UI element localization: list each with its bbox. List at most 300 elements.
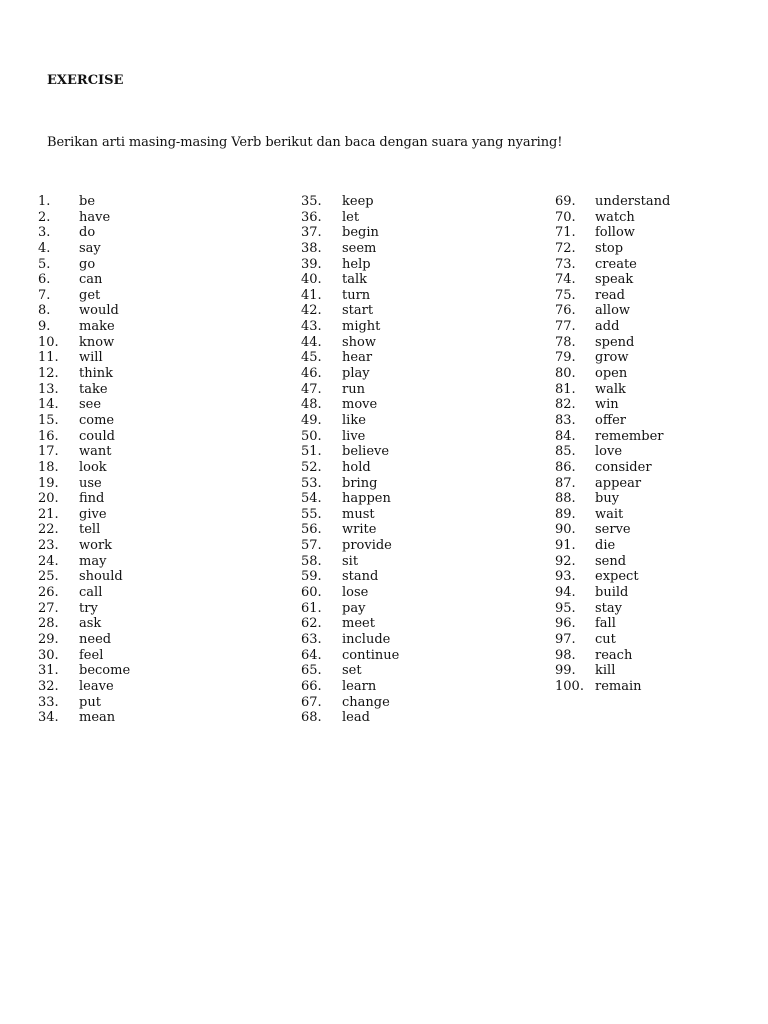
verb-number: 57. bbox=[301, 538, 322, 554]
verb-number: 76. bbox=[555, 303, 576, 319]
verb-word: mean bbox=[79, 710, 116, 726]
verb-list-item bbox=[38, 538, 113, 554]
verb-list-item bbox=[38, 475, 102, 492]
verb-list-item bbox=[301, 522, 377, 538]
verb-word: move bbox=[342, 397, 378, 413]
verb-number: 44. bbox=[301, 334, 322, 350]
verb-list-item bbox=[301, 272, 368, 288]
verb-word: could bbox=[79, 428, 115, 444]
verb-list-item bbox=[301, 444, 390, 460]
verb-number: 32. bbox=[38, 678, 59, 694]
verb-list-item bbox=[555, 303, 631, 319]
verb-list-item bbox=[38, 319, 115, 335]
verb-list-item bbox=[38, 334, 115, 351]
verb-number: 88. bbox=[555, 491, 576, 507]
verb-list-item bbox=[301, 225, 379, 241]
verb-number: 10. bbox=[38, 334, 59, 350]
verb-number: 61. bbox=[301, 600, 322, 616]
verb-number: 16. bbox=[38, 428, 59, 444]
verb-number: 84. bbox=[555, 428, 576, 444]
verb-number: 95. bbox=[555, 600, 576, 616]
verb-list-item bbox=[555, 616, 616, 632]
verb-number: 83. bbox=[555, 412, 576, 428]
verb-number: 48. bbox=[301, 397, 322, 413]
verb-word: must bbox=[342, 506, 375, 522]
exercise-title: EXERCISE bbox=[47, 73, 124, 88]
verb-list-item bbox=[301, 647, 400, 664]
verb-number: 24. bbox=[38, 553, 59, 569]
verb-number: 42. bbox=[301, 303, 322, 319]
verb-word: build bbox=[595, 585, 629, 601]
verb-list-item bbox=[555, 678, 642, 695]
verb-list-item bbox=[38, 350, 103, 366]
verb-word: let bbox=[342, 209, 360, 225]
verb-list-column-1 bbox=[38, 194, 131, 726]
verb-list-item bbox=[555, 475, 642, 492]
verb-word: feel bbox=[79, 647, 104, 663]
verb-list-item bbox=[38, 209, 111, 226]
verb-number: 27. bbox=[38, 600, 59, 616]
verb-list-item bbox=[38, 287, 101, 304]
verb-number: 63. bbox=[301, 631, 322, 647]
verb-word: create bbox=[595, 256, 637, 272]
verb-word: do bbox=[79, 225, 96, 241]
verb-number: 75. bbox=[555, 287, 576, 303]
verb-word: die bbox=[595, 538, 616, 554]
verb-word: lose bbox=[342, 585, 369, 601]
verb-number: 17. bbox=[38, 444, 59, 460]
verb-number: 81. bbox=[555, 381, 576, 397]
verb-number: 13. bbox=[38, 381, 59, 397]
verb-number: 62. bbox=[301, 616, 322, 632]
verb-number: 64. bbox=[301, 647, 322, 663]
verb-word: speak bbox=[595, 272, 634, 288]
verb-list-item bbox=[38, 506, 107, 523]
verb-word: look bbox=[79, 459, 107, 475]
verb-number: 55. bbox=[301, 506, 322, 522]
verb-word: learn bbox=[342, 678, 377, 694]
verb-number: 9. bbox=[38, 319, 51, 335]
verb-number: 97. bbox=[555, 631, 576, 647]
verb-list-item bbox=[301, 319, 381, 335]
verb-word: allow bbox=[595, 303, 631, 319]
verb-word: can bbox=[79, 272, 103, 288]
verb-number: 51. bbox=[301, 444, 322, 460]
verb-word: may bbox=[79, 553, 107, 569]
verb-number: 98. bbox=[555, 647, 576, 663]
verb-list-item bbox=[555, 240, 624, 257]
verb-list-column-3 bbox=[555, 194, 671, 695]
verb-number: 39. bbox=[301, 256, 322, 272]
verb-word: think bbox=[79, 366, 114, 382]
verb-word: send bbox=[595, 553, 627, 569]
verb-number: 92. bbox=[555, 553, 576, 569]
verb-number: 94. bbox=[555, 585, 576, 601]
verb-list-item bbox=[38, 631, 112, 648]
verb-word: wait bbox=[595, 506, 624, 522]
verb-word: live bbox=[342, 428, 366, 444]
verb-word: need bbox=[79, 631, 112, 647]
verb-list-item bbox=[301, 240, 377, 257]
verb-word: keep bbox=[342, 194, 374, 209]
verb-word: be bbox=[79, 194, 96, 209]
verb-list-item bbox=[301, 397, 378, 413]
verb-list-item bbox=[301, 506, 375, 523]
verb-word: set bbox=[342, 663, 362, 679]
verb-list-item bbox=[555, 491, 620, 507]
verb-list-item bbox=[301, 585, 369, 601]
verb-list-item bbox=[38, 569, 123, 585]
verb-list-item bbox=[301, 287, 371, 304]
verb-number: 96. bbox=[555, 616, 576, 632]
verb-list-item bbox=[555, 350, 629, 366]
verb-number: 43. bbox=[301, 319, 322, 335]
verb-word: would bbox=[79, 303, 119, 319]
verb-list-item bbox=[555, 366, 628, 382]
verb-list-item bbox=[38, 303, 119, 319]
verb-number: 89. bbox=[555, 506, 576, 522]
verb-list-item bbox=[301, 663, 362, 679]
verb-word: ask bbox=[79, 616, 102, 632]
verb-list-item bbox=[301, 366, 370, 382]
verb-list-item bbox=[555, 272, 634, 288]
verb-list-item bbox=[301, 616, 375, 632]
verb-list-item bbox=[38, 459, 107, 476]
verb-number: 52. bbox=[301, 459, 322, 475]
verb-word: kill bbox=[595, 663, 616, 679]
verb-word: see bbox=[79, 397, 102, 413]
verb-word: will bbox=[79, 350, 103, 366]
verb-list-item bbox=[555, 209, 635, 226]
verb-list-item bbox=[38, 616, 102, 632]
verb-number: 73. bbox=[555, 256, 576, 272]
verb-number: 71. bbox=[555, 225, 576, 241]
verb-number: 47. bbox=[301, 381, 322, 397]
verb-list-item bbox=[301, 303, 374, 319]
verb-list-item bbox=[555, 256, 637, 273]
verb-word: write bbox=[342, 522, 377, 538]
verb-list-item bbox=[301, 459, 371, 476]
verb-number: 60. bbox=[301, 585, 322, 601]
verb-word: grow bbox=[595, 350, 629, 366]
verb-list-item bbox=[555, 225, 635, 241]
verb-number: 70. bbox=[555, 209, 576, 225]
verb-list-item bbox=[38, 381, 108, 398]
verb-word: love bbox=[595, 444, 623, 460]
verb-word: remain bbox=[595, 678, 642, 694]
verb-word: start bbox=[342, 303, 374, 319]
verb-word: hold bbox=[342, 459, 371, 475]
verb-word: pay bbox=[342, 600, 366, 616]
verb-word: consider bbox=[595, 459, 652, 475]
verb-number: 34. bbox=[38, 710, 59, 726]
verb-number: 2. bbox=[38, 209, 51, 225]
verb-number: 74. bbox=[555, 272, 576, 288]
verb-number: 36. bbox=[301, 209, 322, 225]
verb-word: continue bbox=[342, 647, 400, 663]
verb-number: 26. bbox=[38, 585, 59, 601]
verb-number: 41. bbox=[301, 287, 322, 303]
verb-list-item bbox=[301, 428, 366, 445]
verb-word: find bbox=[79, 491, 105, 507]
verb-list-item bbox=[301, 475, 378, 492]
verb-number: 25. bbox=[38, 569, 59, 585]
verb-number: 20. bbox=[38, 491, 59, 507]
verb-number: 40. bbox=[301, 272, 322, 288]
verb-number: 22. bbox=[38, 522, 59, 538]
verb-list-item bbox=[301, 256, 371, 273]
verb-number: 67. bbox=[301, 694, 322, 710]
verb-word: walk bbox=[595, 381, 626, 397]
verb-word: offer bbox=[595, 412, 626, 428]
verb-number: 6. bbox=[38, 272, 51, 288]
verb-list-item bbox=[38, 678, 114, 695]
verb-word: have bbox=[79, 209, 111, 225]
verb-list-item bbox=[38, 444, 112, 460]
verb-number: 68. bbox=[301, 710, 322, 726]
verb-list-item bbox=[38, 553, 107, 570]
verb-number: 80. bbox=[555, 366, 576, 382]
verb-word: come bbox=[79, 412, 115, 428]
verb-word: seem bbox=[342, 240, 377, 256]
verb-list-item bbox=[555, 428, 664, 445]
verb-list-item bbox=[38, 225, 96, 241]
verb-word: buy bbox=[595, 491, 620, 507]
verb-word: leave bbox=[79, 678, 114, 694]
verb-word: say bbox=[79, 240, 101, 256]
verb-list-item bbox=[555, 412, 626, 429]
verb-number: 99. bbox=[555, 663, 576, 679]
verb-word: try bbox=[79, 600, 98, 616]
verb-word: understand bbox=[595, 194, 671, 209]
verb-number: 12. bbox=[38, 366, 59, 382]
verb-number: 15. bbox=[38, 412, 59, 428]
verb-word: include bbox=[342, 631, 391, 647]
verb-number: 31. bbox=[38, 663, 59, 679]
verb-list-item bbox=[38, 397, 102, 413]
verb-number: 50. bbox=[301, 428, 322, 444]
verb-word: provide bbox=[342, 538, 392, 554]
verb-list-item bbox=[38, 412, 115, 429]
verb-word: expect bbox=[595, 569, 639, 585]
verb-list-item bbox=[555, 459, 652, 476]
verb-number: 49. bbox=[301, 412, 322, 428]
verb-list-item bbox=[38, 272, 103, 288]
verb-word: stay bbox=[595, 600, 622, 616]
verb-number: 23. bbox=[38, 538, 59, 554]
verb-number: 72. bbox=[555, 240, 576, 256]
verb-word: put bbox=[79, 694, 101, 710]
verb-word: show bbox=[342, 334, 376, 350]
verb-word: run bbox=[342, 381, 365, 397]
verb-word: tell bbox=[79, 522, 101, 538]
verb-word: change bbox=[342, 694, 390, 710]
verb-list-item bbox=[38, 428, 115, 445]
verb-number: 66. bbox=[301, 678, 322, 694]
verb-list-item bbox=[38, 663, 131, 679]
verb-word: meet bbox=[342, 616, 375, 632]
verb-list-item bbox=[38, 710, 116, 726]
verb-number: 87. bbox=[555, 475, 576, 491]
verb-list-item bbox=[555, 334, 635, 351]
verb-number: 85. bbox=[555, 444, 576, 460]
verb-word: give bbox=[79, 506, 107, 522]
verb-number: 79. bbox=[555, 350, 576, 366]
verb-word: remember bbox=[595, 428, 664, 444]
verb-number: 53. bbox=[301, 475, 322, 491]
verb-word: talk bbox=[342, 272, 368, 288]
verb-word: like bbox=[342, 412, 366, 428]
verb-number: 5. bbox=[38, 256, 51, 272]
verb-number: 58. bbox=[301, 553, 322, 569]
verb-word: open bbox=[595, 366, 628, 382]
verb-word: lead bbox=[342, 710, 370, 726]
verb-list-item bbox=[301, 491, 391, 507]
verb-list-item bbox=[555, 663, 616, 679]
verb-list-item bbox=[38, 256, 96, 273]
verb-word: might bbox=[342, 319, 381, 335]
verb-list-item bbox=[555, 319, 620, 335]
verb-word: reach bbox=[595, 647, 633, 663]
verb-list-item bbox=[38, 585, 103, 601]
verb-word: add bbox=[595, 319, 620, 335]
verb-number: 28. bbox=[38, 616, 59, 632]
verb-list-item bbox=[301, 350, 373, 366]
verb-number: 82. bbox=[555, 397, 576, 413]
verb-number: 3. bbox=[38, 225, 51, 241]
verb-list-item bbox=[301, 381, 365, 398]
verb-word: cut bbox=[595, 631, 616, 647]
verb-number: 14. bbox=[38, 397, 59, 413]
verb-word: serve bbox=[595, 522, 631, 538]
verb-word: go bbox=[79, 256, 96, 272]
verb-list-item bbox=[555, 553, 627, 570]
verb-number: 59. bbox=[301, 569, 322, 585]
verb-list-item bbox=[38, 194, 96, 210]
verb-number: 35. bbox=[301, 194, 322, 209]
verb-list-item bbox=[301, 710, 370, 726]
verb-word: should bbox=[79, 569, 123, 585]
verb-list-item bbox=[38, 647, 104, 664]
verb-number: 69. bbox=[555, 194, 576, 209]
verb-word: use bbox=[79, 475, 102, 491]
verb-word: happen bbox=[342, 491, 391, 507]
verb-word: begin bbox=[342, 225, 379, 241]
verb-number: 33. bbox=[38, 694, 59, 710]
verb-list-item bbox=[555, 381, 626, 398]
verb-list-item bbox=[301, 694, 390, 711]
verb-word: become bbox=[79, 663, 131, 679]
verb-word: get bbox=[79, 287, 101, 303]
verb-number: 78. bbox=[555, 334, 576, 350]
verb-list-item bbox=[301, 631, 391, 648]
verb-number: 100. bbox=[555, 678, 584, 694]
verb-number: 1. bbox=[38, 194, 51, 209]
verb-number: 11. bbox=[38, 350, 59, 366]
verb-list-item bbox=[555, 647, 633, 664]
verb-number: 46. bbox=[301, 366, 322, 382]
verb-list-item bbox=[301, 553, 359, 570]
verb-word: help bbox=[342, 256, 371, 272]
verb-number: 54. bbox=[301, 491, 322, 507]
verb-number: 65. bbox=[301, 663, 322, 679]
verb-list-item bbox=[301, 538, 392, 554]
verb-list-item bbox=[555, 600, 622, 617]
verb-number: 30. bbox=[38, 647, 59, 663]
verb-number: 86. bbox=[555, 459, 576, 475]
verb-list-item bbox=[301, 569, 379, 585]
verb-number: 21. bbox=[38, 506, 59, 522]
verb-list-item bbox=[301, 412, 366, 429]
verb-number: 90. bbox=[555, 522, 576, 538]
verb-number: 56. bbox=[301, 522, 322, 538]
verb-list-item bbox=[555, 506, 624, 523]
verb-number: 93. bbox=[555, 569, 576, 585]
verb-number: 8. bbox=[38, 303, 51, 319]
verb-list-item bbox=[555, 444, 623, 460]
verb-number: 7. bbox=[38, 287, 51, 303]
verb-list-item bbox=[301, 334, 376, 351]
verb-list-item bbox=[555, 569, 639, 585]
verb-list-item bbox=[555, 585, 629, 601]
verb-number: 38. bbox=[301, 240, 322, 256]
verb-word: win bbox=[595, 397, 619, 413]
verb-list-item bbox=[301, 678, 377, 695]
verb-list-item bbox=[301, 209, 360, 226]
verb-word: stand bbox=[342, 569, 379, 585]
verb-number: 91. bbox=[555, 538, 576, 554]
verb-word: appear bbox=[595, 475, 642, 491]
verb-list-item bbox=[555, 538, 616, 554]
verb-word: stop bbox=[595, 240, 624, 256]
verb-number: 29. bbox=[38, 631, 59, 647]
verb-list-item bbox=[301, 194, 374, 210]
verb-word: bring bbox=[342, 475, 378, 491]
verb-list-item bbox=[555, 631, 616, 648]
verb-number: 18. bbox=[38, 459, 59, 475]
verb-word: take bbox=[79, 381, 108, 397]
verb-list-item bbox=[38, 522, 101, 538]
verb-word: fall bbox=[595, 616, 616, 632]
verb-list-item bbox=[555, 287, 625, 304]
verb-list-item bbox=[38, 491, 105, 507]
verb-word: spend bbox=[595, 334, 635, 350]
verb-word: believe bbox=[342, 444, 390, 460]
verb-list-item bbox=[555, 194, 671, 210]
verb-word: make bbox=[79, 319, 115, 335]
verb-list-item bbox=[38, 694, 101, 711]
verb-number: 4. bbox=[38, 240, 51, 256]
verb-word: read bbox=[595, 287, 625, 303]
verb-list-item bbox=[38, 240, 101, 257]
verb-number: 19. bbox=[38, 475, 59, 491]
verb-word: call bbox=[79, 585, 103, 601]
verb-word: watch bbox=[595, 209, 635, 225]
verb-word: sit bbox=[342, 553, 359, 569]
verb-list-item bbox=[301, 600, 366, 617]
verb-word: know bbox=[79, 334, 115, 350]
verb-number: 45. bbox=[301, 350, 322, 366]
verb-word: turn bbox=[342, 287, 371, 303]
verb-list-item bbox=[555, 397, 619, 413]
verb-list-item bbox=[555, 522, 631, 538]
verb-list-item bbox=[38, 600, 98, 617]
verb-word: follow bbox=[595, 225, 635, 241]
verb-list-column-2 bbox=[301, 194, 400, 726]
verb-word: hear bbox=[342, 350, 373, 366]
verb-word: work bbox=[79, 538, 113, 554]
verb-number: 37. bbox=[301, 225, 322, 241]
